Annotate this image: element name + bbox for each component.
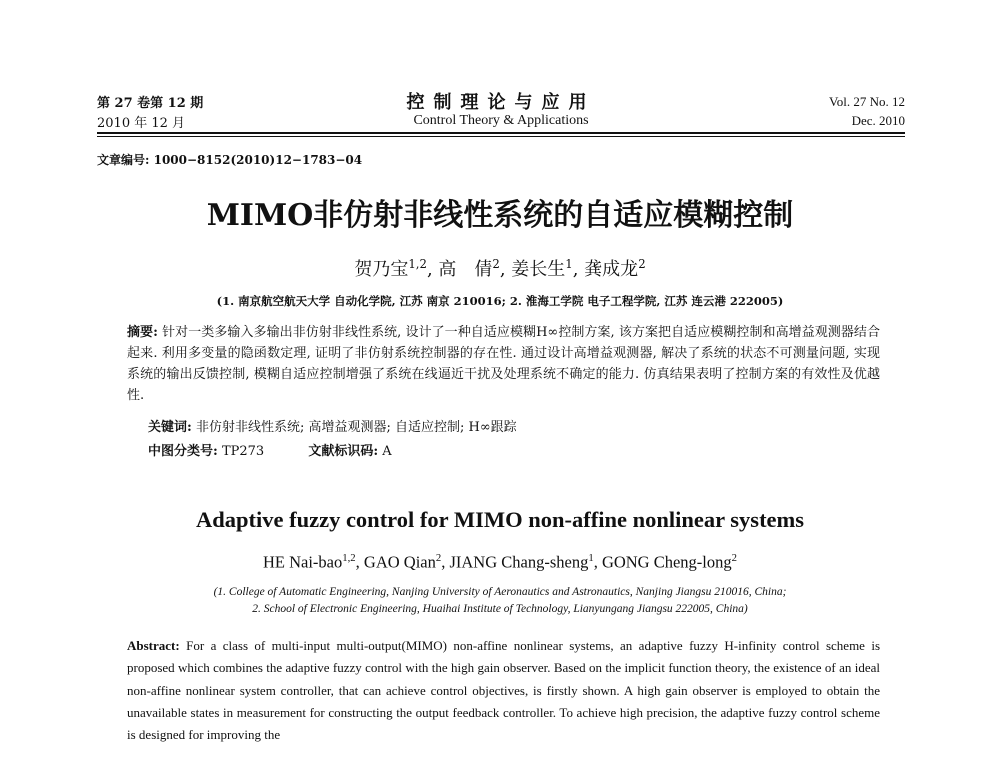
- date-en: Dec. 2010: [851, 113, 905, 128]
- volume-issue-en: Vol. 27 No. 12: [829, 94, 905, 109]
- header-rule-thin: [97, 136, 905, 137]
- header-rule-thick: [97, 132, 905, 134]
- affiliation-line: (1. College of Automatic Engineering, Nanjing University of Aeronautics and Astronautics, Nanjing Jiangsu 210016, China;: [213, 586, 787, 598]
- author-affiliation-mark: 2: [435, 552, 442, 564]
- abstract-chinese: [127, 322, 880, 406]
- author-name: HE Nai-bao: [262, 552, 343, 572]
- clc-label: 中图分类号:: [148, 444, 218, 459]
- author-name: , GONG Cheng-long: [593, 552, 732, 572]
- author-affiliation-mark: 1,2: [342, 552, 356, 564]
- author-name: , 姜长生: [499, 259, 566, 280]
- abstract-text-en: For a class of multi-input multi-output(MIMO) non-affine nonlinear systems, an adaptive fuzzy H-infinity control scheme is proposed which combines the adaptive fuzzy control with the high gain observer. Based on the implicit function theory, the existence of an ideal non-affine nonlinear system controller, that can achieve control objectives, is firstly shown. A high gain observer is employed to obtain the unavailable states in measurement for constructing the output feedback controller. To achieve high precision, the adaptive fuzzy control scheme is designed for improving the: [127, 638, 881, 743]
- author-affiliation-mark: 2: [731, 552, 737, 564]
- journal-header: [97, 88, 905, 130]
- article-number: 文章编号: 1000−8152(2010)12−1783−04: [97, 153, 363, 167]
- author-name: , GAO Qian: [355, 552, 436, 572]
- doc-code-value: A: [382, 444, 392, 459]
- authors-english: [0, 552, 1000, 573]
- author-name: , 龚成龙: [572, 259, 639, 280]
- abstract-english: [127, 635, 880, 746]
- classification-line: [148, 440, 392, 459]
- journal-name-en: Control Theory & Applications: [413, 113, 589, 128]
- authors-chinese: [0, 255, 1000, 281]
- author-name: , 高 倩: [426, 259, 493, 280]
- abstract-label-cn: 摘要:: [127, 325, 158, 340]
- author-affiliation-mark: 2: [638, 257, 646, 271]
- volume-issue-cn: 第 27 卷第 12 期: [97, 96, 204, 111]
- affiliation-line: 2. School of Electronic Engineering, Huaihai Institute of Technology, Lianyungang Jiangsu 222005, China): [252, 603, 748, 615]
- clc-value: TP273: [221, 444, 265, 459]
- keywords-text: 非仿射非线性系统; 高增益观测器; 自适应控制; H∞跟踪: [195, 420, 517, 435]
- date-cn: 2010 年 12 月: [97, 116, 186, 131]
- title-chinese: MIMO非仿射非线性系统的自适应模糊控制: [206, 198, 794, 233]
- keywords-chinese: [148, 416, 517, 435]
- abstract-label-en: Abstract:: [127, 638, 180, 653]
- title-english: Adaptive fuzzy control for MIMO non-affine nonlinear systems: [195, 507, 805, 532]
- keywords-label: 关键词:: [148, 420, 192, 435]
- author-affiliation-mark: 2: [492, 257, 500, 271]
- journal-name-cn: 控制理论与应用: [406, 92, 596, 113]
- affiliation-chinese: (1. 南京航空航天大学 自动化学院, 江苏 南京 210016; 2. 淮海工学院 电子工程学院, 江苏 连云港 222005): [216, 294, 784, 308]
- author-affiliation-mark: 1,2: [408, 257, 427, 271]
- author-affiliation-mark: 1: [565, 257, 573, 271]
- author-name: 贺乃宝: [354, 259, 409, 280]
- affiliation-english: [0, 584, 1000, 618]
- author-name: , JIANG Chang-sheng: [441, 552, 589, 572]
- abstract-text-cn: 针对一类多输入多输出非仿射非线性系统, 设计了一种自适应模糊H∞控制方案, 该方案把自适应模糊控制和高增益观测器结合起来. 利用多变量的隐函数定理, 证明了非仿射系统控制器的存在性. 通过设计高增益观测器, 解决了系统的状态不可测量问题, 实现系统的输出反馈控制, 模糊自适应控制增强了系统在线逼近干扰及处理系统不确定的能力. 仿真结果表明了控制方案的有效性及优越性.: [127, 325, 880, 403]
- author-affiliation-mark: 1: [588, 552, 594, 564]
- doc-code-label: 文献标识码:: [308, 444, 379, 459]
